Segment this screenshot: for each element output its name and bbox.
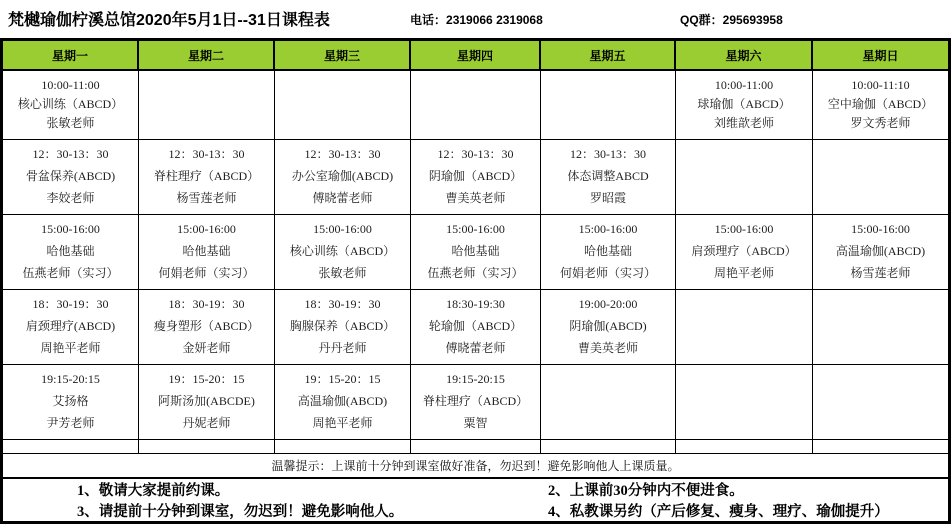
cell-class: 脊柱理疗（ABCD） [153,169,260,183]
cell-class: 空中瑜伽（ABCD） [827,97,934,111]
qq-label: QQ群： [680,13,723,27]
cell-class: 哈他基础 [451,244,500,258]
empty-cell [3,440,139,454]
cell-time: 15:00-16:00 [714,222,774,236]
cell-class: 肩颈理疗(ABCD) [25,319,116,333]
cell-teacher: 曹美英老师 [577,341,638,355]
schedule-cell-r2-c6 [676,140,813,215]
schedule-table [0,38,951,524]
schedule-cell-r3-c7 [813,215,948,290]
schedule-cell-r3-c6 [676,215,813,290]
schedule-cell-r1-c5 [541,71,676,140]
cell-class: 哈他基础 [583,244,632,258]
cell-class: 高温瑜伽(ABCD) [297,394,388,408]
phone-label: 电话： [410,13,447,27]
empty-cell [813,440,948,454]
cell-class: 高温瑜伽(ABCD) [835,244,926,258]
schedule-cell-r2-c3 [275,140,411,215]
cell-time: 18：30-19：30 [168,297,245,311]
schedule-cell-r3-c5 [541,215,676,290]
page-title: 梵樾瑜伽柠溪总馆2020年5月1日--31日课程表 [8,12,330,29]
schedule-cell-r4-c6 [676,290,813,365]
cell-class: 轮瑜伽（ABCD） [428,319,523,333]
cell-class: 艾扬格 [52,394,89,408]
cell-time: 18：30-19：30 [304,297,381,311]
schedule-cell-r2-c1 [3,140,139,215]
cell-teacher: 罗昭霞 [589,191,626,205]
cell-time: 12：30-13：30 [168,147,245,161]
note-item-1: 1、敬请大家提前约课。 [77,483,230,499]
schedule-cell-r4-c5 [541,290,676,365]
schedule-cell-r1-c4 [411,71,541,140]
cell-time: 15:00-16:00 [578,222,638,236]
column-header-day-2: 星期二 [139,41,275,71]
schedule-cell-r5-c4 [411,365,541,440]
cell-time: 12：30-13：30 [32,147,109,161]
cell-time: 19:15-20:15 [446,372,505,386]
empty-cell [139,440,275,454]
cell-teacher: 何娟老师（实习） [158,266,255,280]
schedule-cell-r2-c7 [813,140,948,215]
cell-class: 哈他基础 [46,244,95,258]
notes-section [3,479,948,527]
cell-teacher: 丹妮老师 [182,416,231,430]
cell-class: 肩颈理疗（ABCD） [691,244,797,258]
cell-teacher: 伍燕老师（实习） [22,266,119,280]
note-item-4: 4、私教课另约（产后修复、瘦身、理疗、瑜伽提升） [548,504,889,520]
schedule-cell-r3-c3 [275,215,411,290]
cell-time: 15:00-16:00 [41,222,100,236]
schedule-cell-r1-c2 [139,71,275,140]
schedule-cell-r2-c4 [411,140,541,215]
cell-teacher: 傅晓蕾老师 [312,191,373,205]
schedule-cell-r4-c1 [3,290,139,365]
cell-teacher: 伍燕老师（实习） [427,266,524,280]
cell-teacher: 张敏老师 [318,266,367,280]
cell-time: 12：30-13：30 [437,147,514,161]
schedule-cell-r5-c1 [3,365,139,440]
cell-class: 球瑜伽（ABCD） [697,97,791,111]
schedule-cell-r3-c2 [139,215,275,290]
cell-class: 哈他基础 [182,244,231,258]
schedule-cell-r2-c5 [541,140,676,215]
cell-teacher: 粟智 [463,416,488,430]
cell-class: 核心训练（ABCD） [17,97,124,111]
cell-time: 18:30-19:30 [446,297,505,311]
cell-class: 胸腺保养（ABCD） [289,319,396,333]
schedule-cell-r1-c6 [676,71,813,140]
cell-class: 体态调整ABCD [567,169,649,183]
schedule-cell-r1-c7 [813,71,948,140]
phone-numbers: 2319066 2319068 [446,13,543,27]
note-item-2: 2、上课前30分钟内不便进食。 [548,483,744,499]
schedule-cell-r3-c4 [411,215,541,290]
cell-class: 阴瑜伽(ABCD) [569,319,647,333]
column-header-day-7: 星期日 [813,41,948,71]
cell-teacher: 周艳平老师 [713,266,774,280]
cell-teacher: 丹丹老师 [318,341,367,355]
schedule-cell-r4-c7 [813,290,948,365]
column-header-day-5: 星期五 [541,41,676,71]
cell-time: 15:00-16:00 [177,222,236,236]
empty-cell [411,440,541,454]
column-header-day-1: 星期一 [3,41,139,71]
cell-teacher: 曹美英老师 [445,191,506,205]
notice-row: 温馨提示：上课前十分钟到课室做好准备，勿迟到！避免影响他人上课质量。 [3,454,948,479]
cell-teacher: 金妍老师 [182,341,231,355]
schedule-cell-r2-c2 [139,140,275,215]
cell-time: 15:00-16:00 [313,222,372,236]
schedule-cell-r5-c7 [813,365,948,440]
phone-contact [410,11,543,28]
cell-teacher: 李姣老师 [46,191,95,205]
column-header-day-3: 星期三 [275,41,411,71]
cell-teacher: 张敏老师 [46,116,95,130]
cell-time: 19:15-20:15 [41,372,100,386]
note-item-3: 3、请提前十分钟到课室，勿迟到！避免影响他人。 [77,504,404,520]
cell-teacher: 周艳平老师 [312,416,373,430]
cell-time: 10:00-11:10 [851,78,910,92]
schedule-cell-r1-c3 [275,71,411,140]
schedule-cell-r5-c2 [139,365,275,440]
cell-class: 脊柱理疗（ABCD） [422,394,529,408]
qq-number: 295693958 [722,13,783,27]
cell-teacher: 何娟老师（实习） [559,266,656,280]
column-header-day-6: 星期六 [676,41,813,71]
cell-teacher: 杨雪莲老师 [850,266,911,280]
cell-teacher: 傅晓蕾老师 [445,341,506,355]
cell-time: 19:00-20:00 [578,297,638,311]
top-bar [0,0,951,38]
qq-contact [680,11,783,28]
schedule-cell-r5-c3 [275,365,411,440]
cell-time: 19：15-20：15 [168,372,245,386]
schedule-cell-r4-c4 [411,290,541,365]
empty-cell [275,440,411,454]
cell-class: 办公室瑜伽(ABCD) [291,169,394,183]
cell-time: 12：30-13：30 [304,147,381,161]
cell-time: 12：30-13：30 [570,147,646,161]
cell-time: 15:00-16:00 [851,222,910,236]
schedule-cell-r1-c1 [3,71,139,140]
cell-time: 15:00-16:00 [446,222,505,236]
schedule-cell-r3-c1 [3,215,139,290]
cell-class: 阴瑜伽（ABCD） [428,169,523,183]
cell-time: 10:00-11:00 [714,78,774,92]
schedule-cell-r4-c2 [139,290,275,365]
cell-time: 18：30-19：30 [32,297,109,311]
cell-teacher: 刘维歆老师 [713,116,774,130]
cell-class: 瘦身塑形（ABCD） [153,319,260,333]
cell-time: 10:00-11:00 [41,78,100,92]
cell-teacher: 尹芳老师 [46,416,95,430]
column-header-day-4: 星期四 [411,41,541,71]
cell-teacher: 罗文秀老师 [850,116,911,130]
cell-class: 阿斯汤加(ABCDE) [158,394,255,408]
empty-cell [676,440,813,454]
cell-teacher: 杨雪莲老师 [176,191,237,205]
empty-cell [541,440,676,454]
cell-teacher: 周艳平老师 [40,341,101,355]
schedule-cell-r5-c6 [676,365,813,440]
schedule-cell-r5-c5 [541,365,676,440]
cell-class: 骨盆保养(ABCD) [25,169,116,183]
cell-time: 19：15-20：15 [304,372,381,386]
schedule-cell-r4-c3 [275,290,411,365]
cell-class: 核心训练（ABCD） [289,244,396,258]
